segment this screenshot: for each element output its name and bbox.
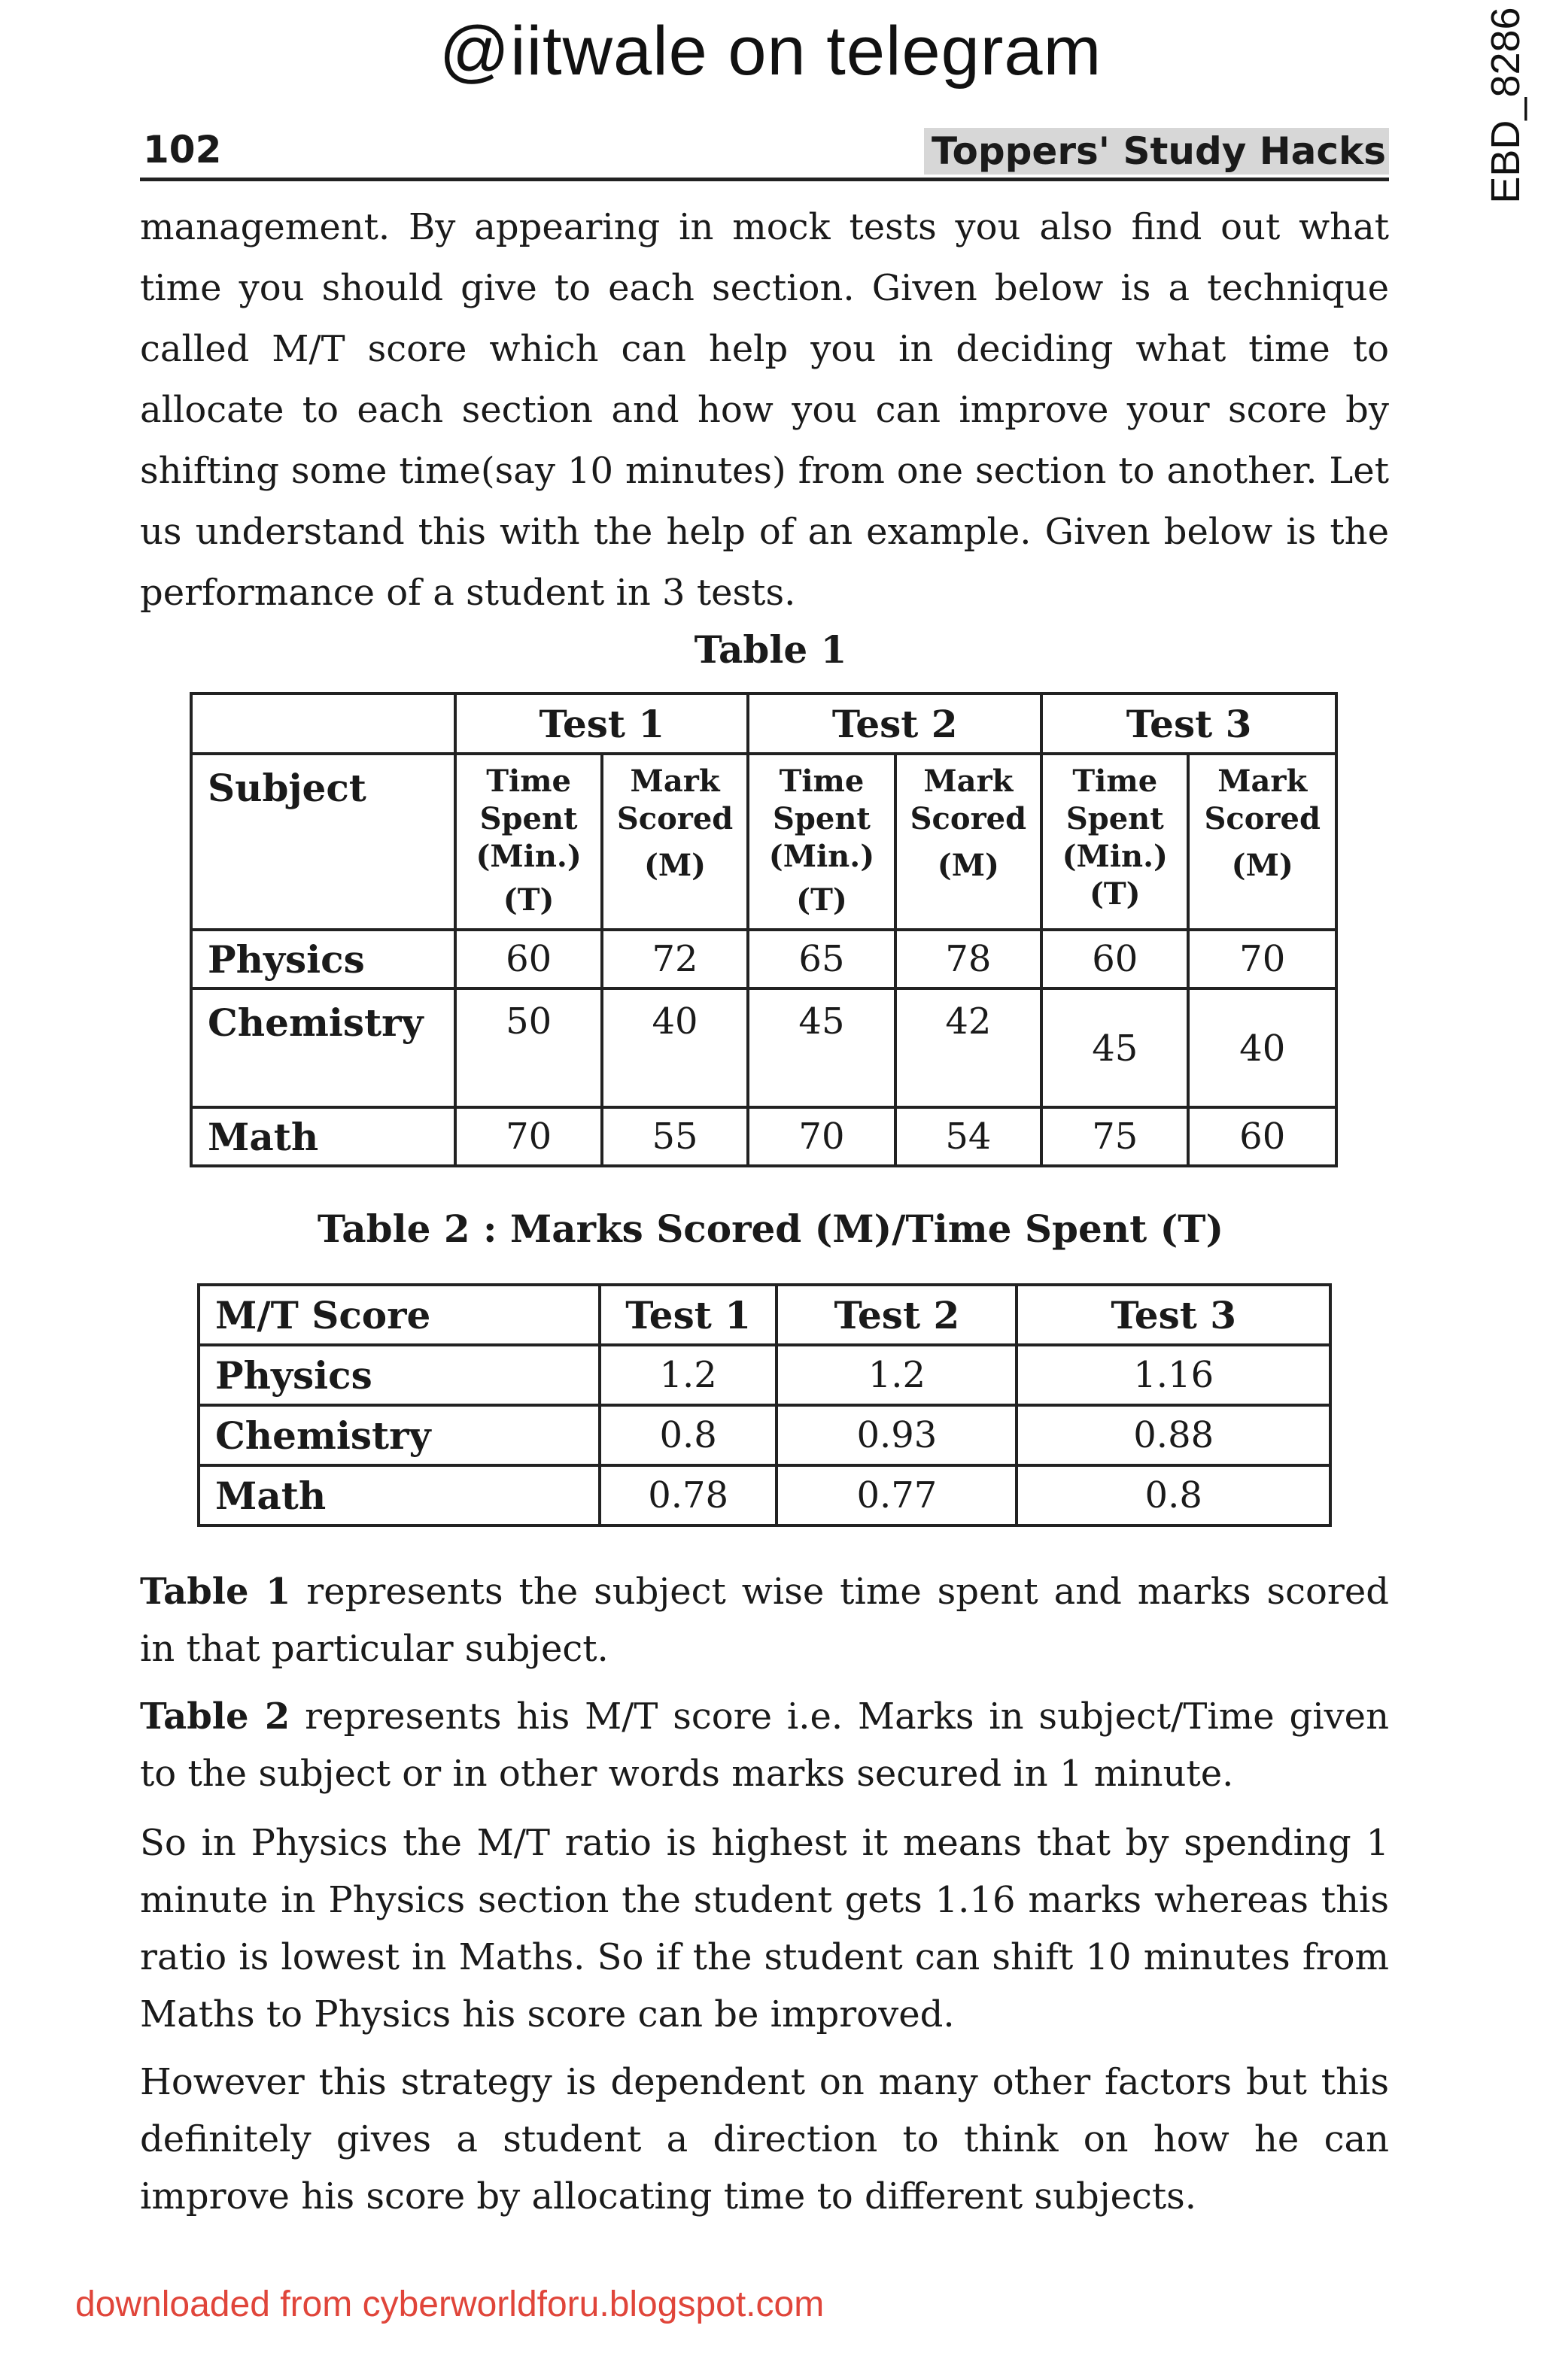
th-line: Time bbox=[1072, 763, 1158, 799]
table-row bbox=[191, 1107, 1336, 1166]
table1-subject-label: Subject bbox=[191, 754, 455, 930]
table-2 bbox=[197, 1283, 1332, 1527]
row-subject: Physics bbox=[191, 930, 455, 988]
th-line: (T) bbox=[1089, 876, 1141, 912]
bold-ref: Table 1 bbox=[140, 1571, 291, 1613]
th-line: Spent bbox=[479, 801, 578, 836]
mh-line: (M) bbox=[1231, 848, 1293, 883]
th-line: (Min.) bbox=[768, 839, 875, 874]
cell-value: 1.2 bbox=[600, 1345, 777, 1405]
table2-explanation bbox=[140, 1688, 1389, 1802]
table1-subheader-row bbox=[191, 754, 1336, 930]
physics-ratio-paragraph: So in Physics the M/T ratio is highest it means that by spending 1 minute in Physics section the student gets 1.16 marks whereas this ratio is lowest in Maths. So if the student can shift 10 minutes from Maths to Physics his score can be improved. bbox=[140, 1822, 1389, 2035]
mh-line: Mark bbox=[923, 763, 1014, 799]
th-line: (Min.) bbox=[1062, 839, 1168, 874]
mark-scored-header bbox=[895, 754, 1042, 930]
footer-watermark: downloaded from cyberworldforu.blogspot.com bbox=[75, 2284, 825, 2324]
th-line: (Min.) bbox=[476, 839, 582, 874]
cell-value: 0.88 bbox=[1017, 1405, 1330, 1465]
row-subject: Chemistry bbox=[199, 1405, 600, 1465]
th-line: (T) bbox=[796, 882, 847, 918]
table1-explanation bbox=[140, 1563, 1389, 1677]
cell-value: 1.2 bbox=[777, 1345, 1017, 1405]
watermark-top: @iitwale on telegram bbox=[439, 13, 1102, 90]
time-spent-header bbox=[455, 754, 601, 930]
th-line: Spent bbox=[773, 801, 871, 836]
cell-value: 0.8 bbox=[600, 1405, 777, 1465]
mh-line: (M) bbox=[937, 848, 999, 883]
mark-scored-header bbox=[1188, 754, 1336, 930]
running-head bbox=[140, 122, 1389, 181]
cell-value: 45 bbox=[748, 988, 895, 1107]
book-title: Toppers' Study Hacks bbox=[924, 128, 1389, 175]
th-line: Time bbox=[779, 763, 865, 799]
th-line: Spent bbox=[1065, 801, 1164, 836]
row-subject: Math bbox=[191, 1107, 455, 1166]
table2-header-cell: Test 3 bbox=[1017, 1285, 1330, 1345]
cell-value: 60 bbox=[1188, 1107, 1336, 1166]
side-code-text: EBD_8286 bbox=[1483, 7, 1528, 204]
table-row bbox=[191, 988, 1336, 1107]
cell-value: 0.8 bbox=[1017, 1465, 1330, 1525]
mh-line: Scored bbox=[616, 801, 734, 836]
table-row bbox=[199, 1465, 1330, 1525]
table-row bbox=[199, 1345, 1330, 1405]
cell-value: 50 bbox=[455, 988, 601, 1107]
cell-value: 42 bbox=[895, 988, 1042, 1107]
table2-header-cell: M/T Score bbox=[199, 1285, 600, 1345]
row-subject: Chemistry bbox=[191, 988, 455, 1107]
table2-caption: Table 2 : Marks Scored (M)/Time Spent (T) bbox=[317, 1207, 1224, 1251]
table1-caption: Table 1 bbox=[694, 627, 847, 672]
para-text: represents his M/T score i.e. Marks in subject/Time given to the subject or in other words marks secured in 1 minute. bbox=[140, 1695, 1389, 1795]
mark-scored-header bbox=[602, 754, 749, 930]
bold-ref: Table 2 bbox=[140, 1695, 290, 1738]
cell-value: 0.93 bbox=[777, 1405, 1017, 1465]
cell-value: 54 bbox=[895, 1107, 1042, 1166]
cell-value: 60 bbox=[455, 930, 601, 988]
cell-value: 60 bbox=[1041, 930, 1188, 988]
mh-line: Mark bbox=[630, 763, 720, 799]
cell-value: 40 bbox=[1188, 988, 1336, 1107]
table1-corner bbox=[191, 694, 455, 754]
row-subject: Math bbox=[199, 1465, 600, 1525]
table2-header-cell: Test 1 bbox=[600, 1285, 777, 1345]
table-1 bbox=[190, 692, 1338, 1167]
para-text: represents the subject wise time spent and marks scored in that particular subject. bbox=[140, 1571, 1389, 1670]
mh-line: Scored bbox=[1204, 801, 1321, 836]
side-code bbox=[1472, 0, 1539, 226]
cell-value: 72 bbox=[602, 930, 749, 988]
table1-test-header: Test 2 bbox=[748, 694, 1041, 754]
table1-test-header: Test 1 bbox=[455, 694, 748, 754]
table1-test-header: Test 3 bbox=[1041, 694, 1336, 754]
cell-value: 40 bbox=[602, 988, 749, 1107]
th-line: Time bbox=[486, 763, 571, 799]
table-row bbox=[199, 1405, 1330, 1465]
page-number: 102 bbox=[143, 128, 222, 172]
th-line: (T) bbox=[503, 882, 555, 918]
mh-line: (M) bbox=[643, 848, 707, 883]
mh-line: Scored bbox=[910, 801, 1027, 836]
table2-header-cell: Test 2 bbox=[777, 1285, 1017, 1345]
time-spent-header bbox=[748, 754, 895, 930]
time-spent-header bbox=[1041, 754, 1188, 930]
table1-header-row bbox=[191, 694, 1336, 754]
cell-value: 70 bbox=[1188, 930, 1336, 988]
intro-paragraph: management. By appearing in mock tests you also find out what time you should give to each section. Given below is a technique called M/T score which can help you in deciding what time to allocate to each section and how you can improve your score by shifting some time(say 10 minutes) from one section to another. Let us understand this with the help of an example. Given below is the performance of a student in 3 tests. bbox=[140, 206, 1389, 614]
cell-value: 70 bbox=[748, 1107, 895, 1166]
cell-value: 1.16 bbox=[1017, 1345, 1330, 1405]
cell-value: 0.77 bbox=[777, 1465, 1017, 1525]
cell-value: 0.78 bbox=[600, 1465, 777, 1525]
table2-header-row bbox=[199, 1285, 1330, 1345]
cell-value: 75 bbox=[1041, 1107, 1188, 1166]
cell-value: 65 bbox=[748, 930, 895, 988]
strategy-paragraph: However this strategy is dependent on many other factors but this definitely gives a student a direction to think on how he can improve his score by allocating time to different subjects. bbox=[140, 2061, 1389, 2218]
mh-line: Mark bbox=[1217, 763, 1308, 799]
cell-value: 55 bbox=[602, 1107, 749, 1166]
table-row bbox=[191, 930, 1336, 988]
cell-value: 45 bbox=[1041, 988, 1188, 1107]
cell-value: 78 bbox=[895, 930, 1042, 988]
row-subject: Physics bbox=[199, 1345, 600, 1405]
cell-value: 70 bbox=[455, 1107, 601, 1166]
